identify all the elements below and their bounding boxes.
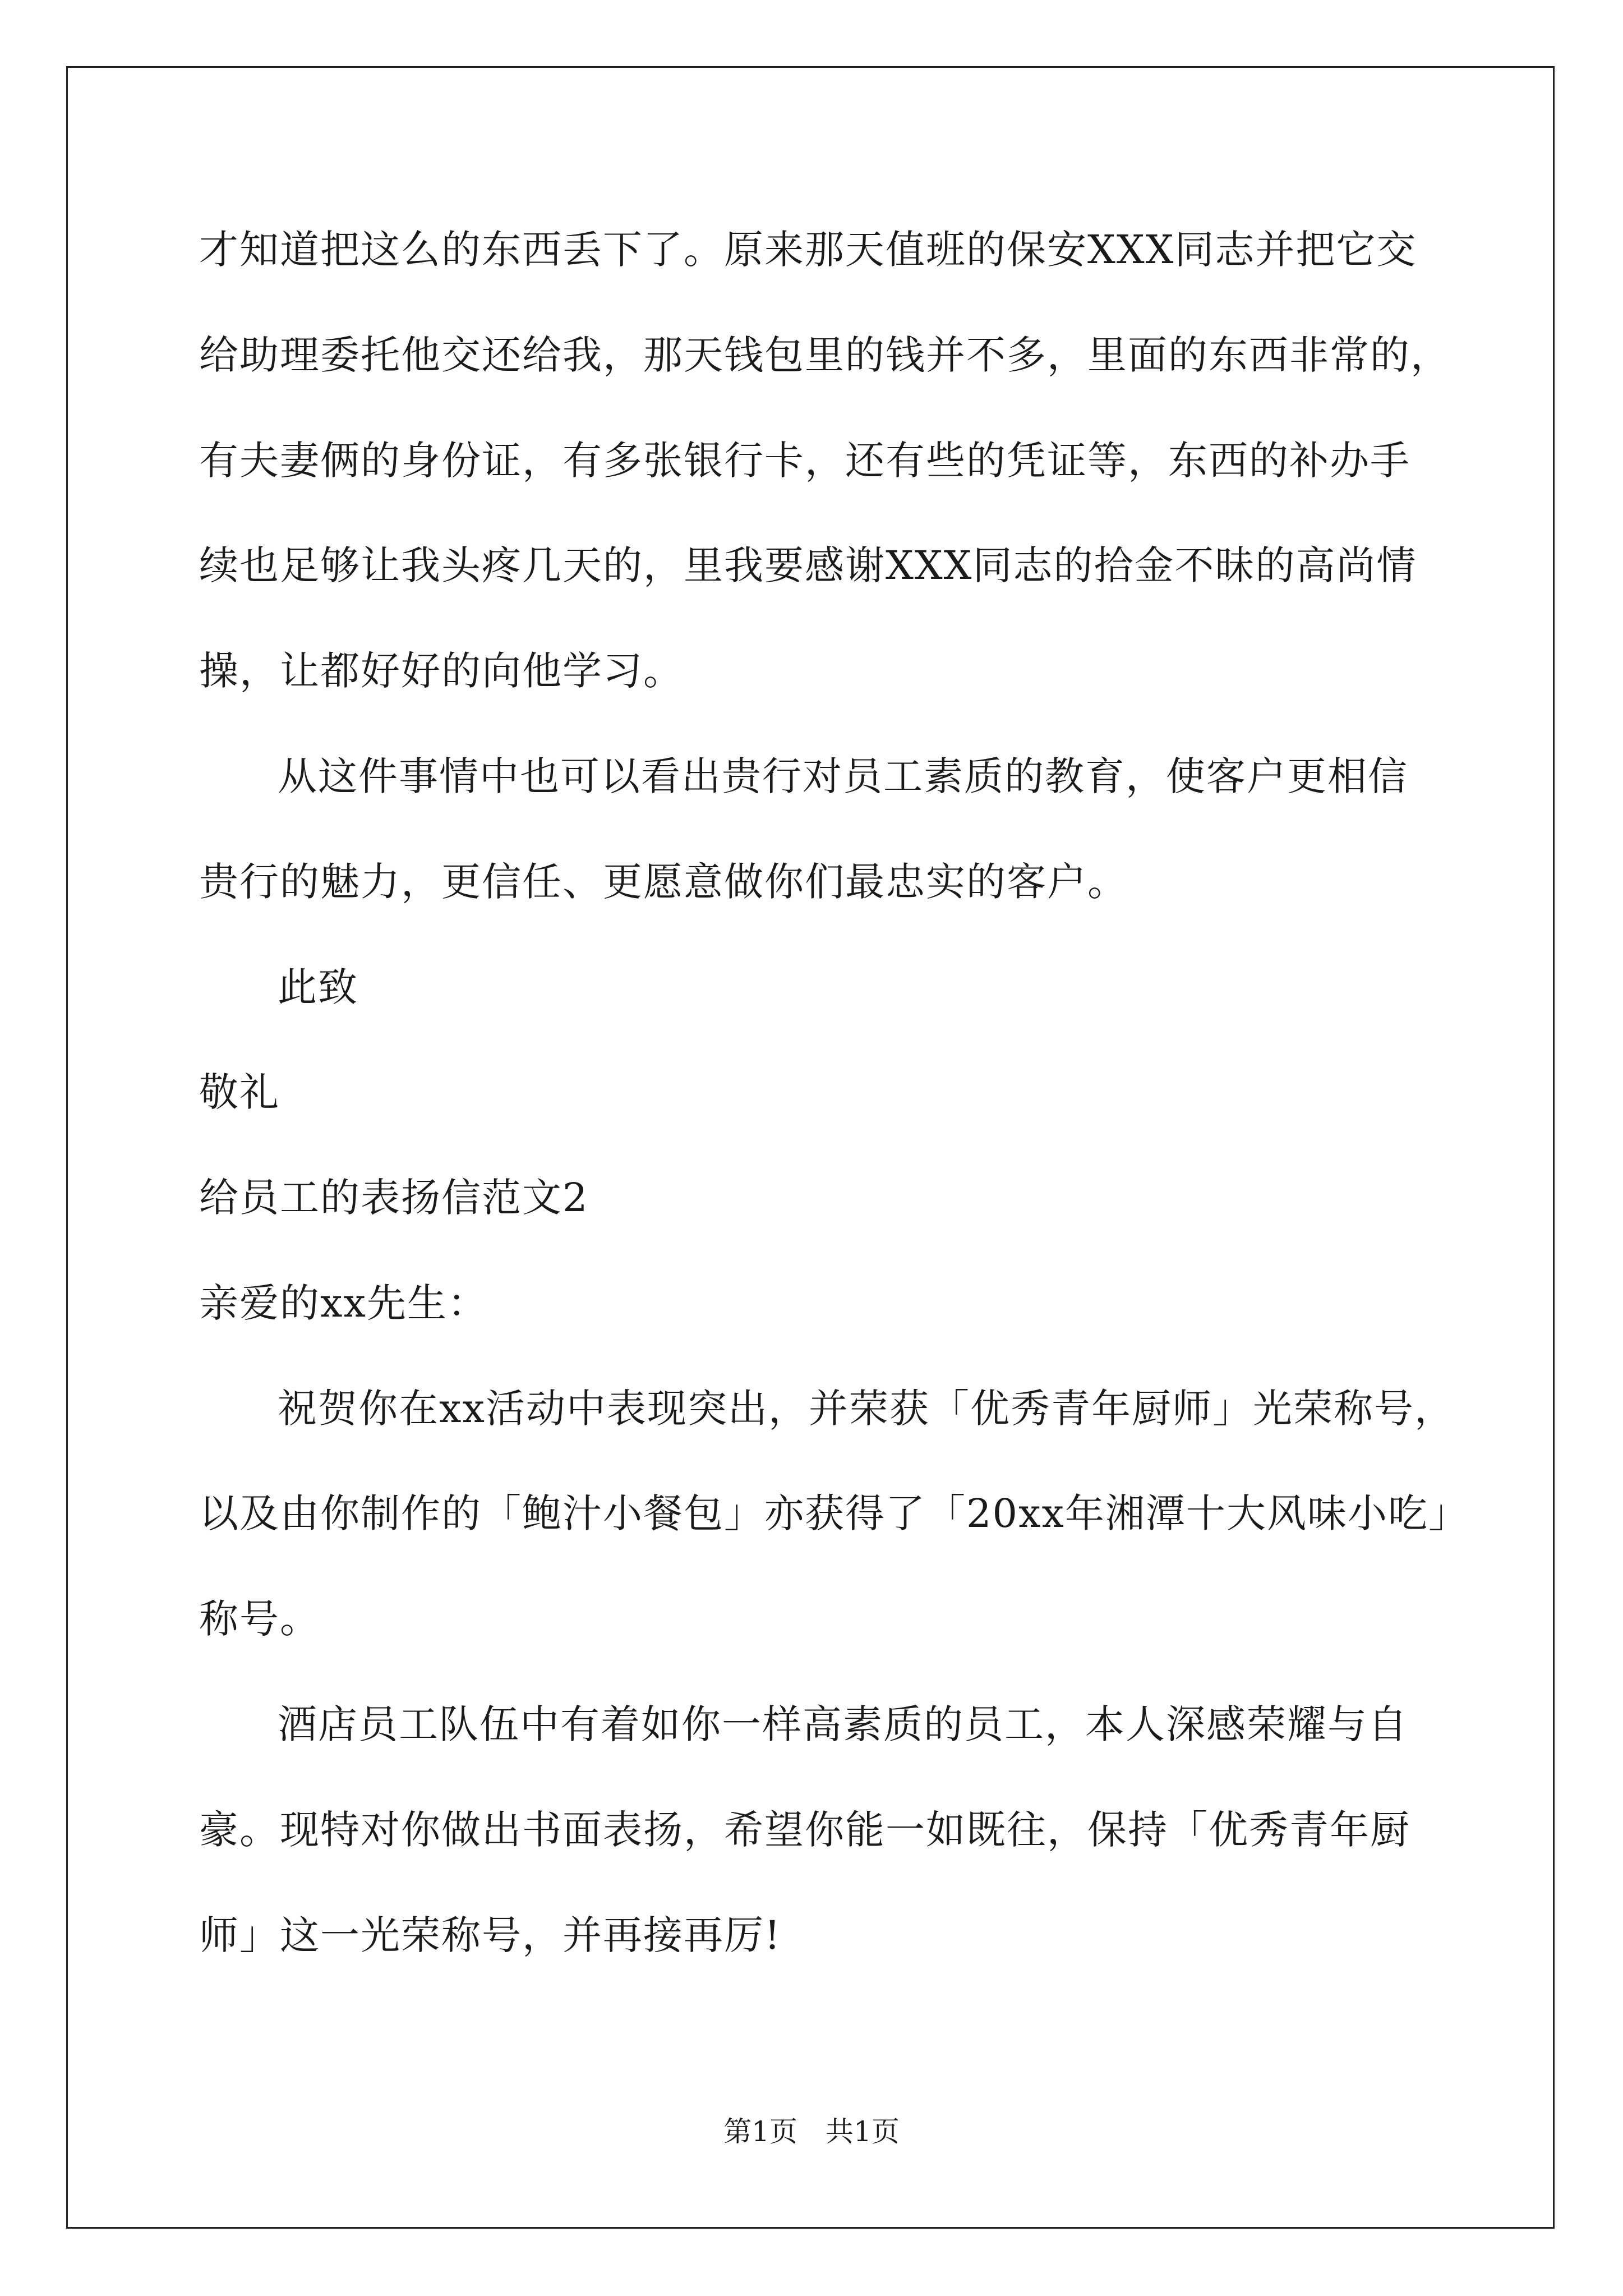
page-total: 共1页 — [826, 2115, 900, 2148]
greeting: 亲爱的xx先生： — [199, 1280, 488, 1326]
body-line-6: 从这件事情中也可以看出贵行对员工素质的教育，使客户更相信 — [278, 753, 1408, 799]
page-current: 第1页 — [723, 2115, 797, 2148]
body-line-8: 祝贺你在xx活动中表现突出，并荣获「优秀青年厨师」光荣称号， — [278, 1386, 1455, 1432]
body-line-7: 贵行的魅力，更信任、更愿意做你们最忠实的客户。 — [199, 859, 1128, 905]
body-line-11: 酒店员工队伍中有着如你一样高素质的员工，本人深感荣耀与自 — [278, 1701, 1408, 1747]
body-line-3: 有夫妻俩的身份证，有多张银行卡，还有些的凭证等，东西的补办手 — [199, 438, 1410, 484]
body-line-12: 豪。现特对你做出书面表扬，希望你能一如既往，保持「优秀青年厨 — [199, 1807, 1410, 1853]
closing-salutation: 此致 — [278, 964, 358, 1010]
page-border — [66, 66, 1555, 2229]
body-line-9: 以及由你制作的「鲍汁小餐包」亦获得了「20xx年湘潭十大风味小吃」 — [199, 1490, 1469, 1536]
body-line-5: 操，让都好好的向他学习。 — [199, 648, 684, 694]
body-line-1: 才知道把这么的东西丢下了。原来那天值班的保安XXX同志并把它交 — [199, 227, 1417, 273]
body-line-2: 给助理委托他交还给我，那天钱包里的钱并不多，里面的东西非常的， — [199, 332, 1451, 378]
section-title: 给员工的表扬信范文2 — [199, 1175, 589, 1221]
page-footer — [0, 2115, 1623, 2148]
body-line-4: 续也足够让我头疼几天的，里我要感谢XXX同志的拾金不昧的高尚情 — [199, 542, 1417, 588]
body-line-13: 师」这一光荣称号，并再接再厉! — [199, 1912, 782, 1958]
body-line-10: 称号。 — [199, 1596, 320, 1642]
closing-regards: 敬礼 — [199, 1069, 280, 1115]
